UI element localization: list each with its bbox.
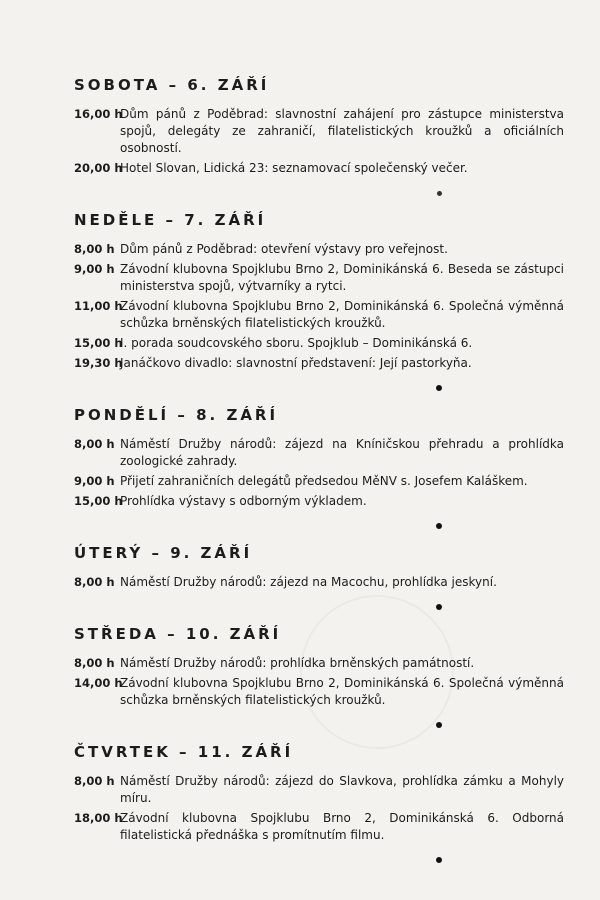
- entry-text: Náměstí Družby národů: zájezd na Macochu, prohlídka jeskyní.: [120, 575, 497, 589]
- schedule-entry: [74, 810, 564, 844]
- schedule-entry: [74, 160, 564, 177]
- entry-text: Přijetí zahraničních delegátů předsedou MěNV s. Josefem Kaláškem.: [120, 474, 528, 488]
- day-heading: PONDĚLÍ – 8. ZÁŘÍ: [74, 406, 279, 424]
- bullet-dot-icon: [436, 722, 442, 728]
- entry-time: 20,00 h: [74, 161, 123, 175]
- day-section-monday: [74, 406, 564, 510]
- entry-text: Závodní klubovna Spojklubu Brno 2, Dominikánská 6. Společná výměnná schůzka brněnských filatelistických kroužků.: [120, 676, 564, 707]
- day-heading: NEDĚLE – 7. ZÁŘÍ: [74, 211, 267, 229]
- entry-time: 18,00 h: [74, 811, 123, 825]
- schedule-entry: [74, 355, 564, 372]
- day-section-sunday: [74, 211, 564, 372]
- entry-text: Prohlídka výstavy s odborným výkladem.: [120, 494, 367, 508]
- day-section-wednesday: [74, 625, 564, 709]
- schedule-entry: [74, 335, 564, 352]
- entry-time: 8,00 h: [74, 774, 115, 788]
- entry-time: 8,00 h: [74, 242, 115, 256]
- day-section-thursday: [74, 743, 564, 844]
- schedule-entry: [74, 436, 564, 470]
- schedule-entry: [74, 493, 564, 510]
- schedule-entry: [74, 773, 564, 807]
- entry-time: 9,00 h: [74, 262, 115, 276]
- entry-time: 15,00 h: [74, 336, 123, 350]
- entry-time: 8,00 h: [74, 656, 115, 670]
- separator: [74, 376, 564, 390]
- entry-text: Závodní klubovna Spojklubu Brno 2, Dominikánská 6. Beseda se zástupci ministerstva spojů, výtvarníky a rytci.: [120, 262, 564, 293]
- entry-text: Náměstí Družby národů: zájezd na Kníničskou přehradu a prohlídka zoologické zahrady.: [120, 437, 564, 468]
- day-heading: SOBOTA – 6. ZÁŘÍ: [74, 76, 270, 94]
- entry-time: 8,00 h: [74, 575, 115, 589]
- entry-text: Dům pánů z Poděbrad: otevření výstavy pro veřejnost.: [120, 242, 448, 256]
- day-heading: ÚTERÝ – 9. ZÁŘÍ: [74, 544, 253, 562]
- entry-time: 15,00 h: [74, 494, 123, 508]
- schedule-entry: [74, 473, 564, 490]
- schedule-entry: [74, 655, 564, 672]
- entry-time: 19,30 h: [74, 356, 123, 370]
- separator: [74, 848, 564, 862]
- entry-text: Dům pánů z Poděbrad: slavnostní zahájení pro zástupce ministerstva spojů, delegáty ze zahraničí, filatelistických kroužků a oficiálních osobností.: [120, 107, 564, 155]
- day-section-saturday: [74, 76, 564, 177]
- bullet-dot-icon: [436, 604, 442, 610]
- entry-time: 16,00 h: [74, 107, 123, 121]
- entry-text: Závodní klubovna Spojklubu Brno 2, Dominikánská 6. Odborná filatelistická přednáška s promítnutím filmu.: [120, 811, 564, 842]
- entry-text: Náměstí Družby národů: prohlídka brněnských památností.: [120, 656, 475, 670]
- separator: [74, 713, 564, 727]
- day-section-tuesday: [74, 544, 564, 591]
- schedule-entry: [74, 106, 564, 157]
- entry-text: Závodní klubovna Spojklubu Brno 2, Dominikánská 6. Společná výměnná schůzka brněnských filatelistických kroužků.: [120, 299, 564, 330]
- bullet-dot-icon: [436, 857, 442, 863]
- program-schedule: [74, 76, 564, 878]
- entry-time: 11,00 h: [74, 299, 123, 313]
- entry-text: Náměstí Družby národů: zájezd do Slavkova, prohlídka zámku a Mohyly míru.: [120, 774, 564, 805]
- bullet-dot-icon: [437, 191, 442, 196]
- schedule-entry: [74, 574, 564, 591]
- separator: [74, 514, 564, 528]
- entry-time: 14,00 h: [74, 676, 123, 690]
- bullet-dot-icon: [436, 523, 442, 529]
- entry-time: 9,00 h: [74, 474, 115, 488]
- schedule-entry: [74, 675, 564, 709]
- entry-text: Hotel Slovan, Lidická 23: seznamovací společenský večer.: [120, 161, 468, 175]
- schedule-entry: [74, 241, 564, 258]
- entry-time: 8,00 h: [74, 437, 115, 451]
- bullet-dot-icon: [436, 385, 442, 391]
- separator: [74, 181, 564, 195]
- day-heading: STŘEDA – 10. ZÁŘÍ: [74, 625, 282, 643]
- entry-text: I. porada soudcovského sboru. Spojklub – Dominikánská 6.: [120, 336, 473, 350]
- entry-text: Janáčkovo divadlo: slavnostní představení: Její pastorkyňa.: [120, 356, 472, 370]
- schedule-entry: [74, 298, 564, 332]
- day-heading: ČTVRTEK – 11. ZÁŘÍ: [74, 743, 294, 761]
- separator: [74, 595, 564, 609]
- schedule-entry: [74, 261, 564, 295]
